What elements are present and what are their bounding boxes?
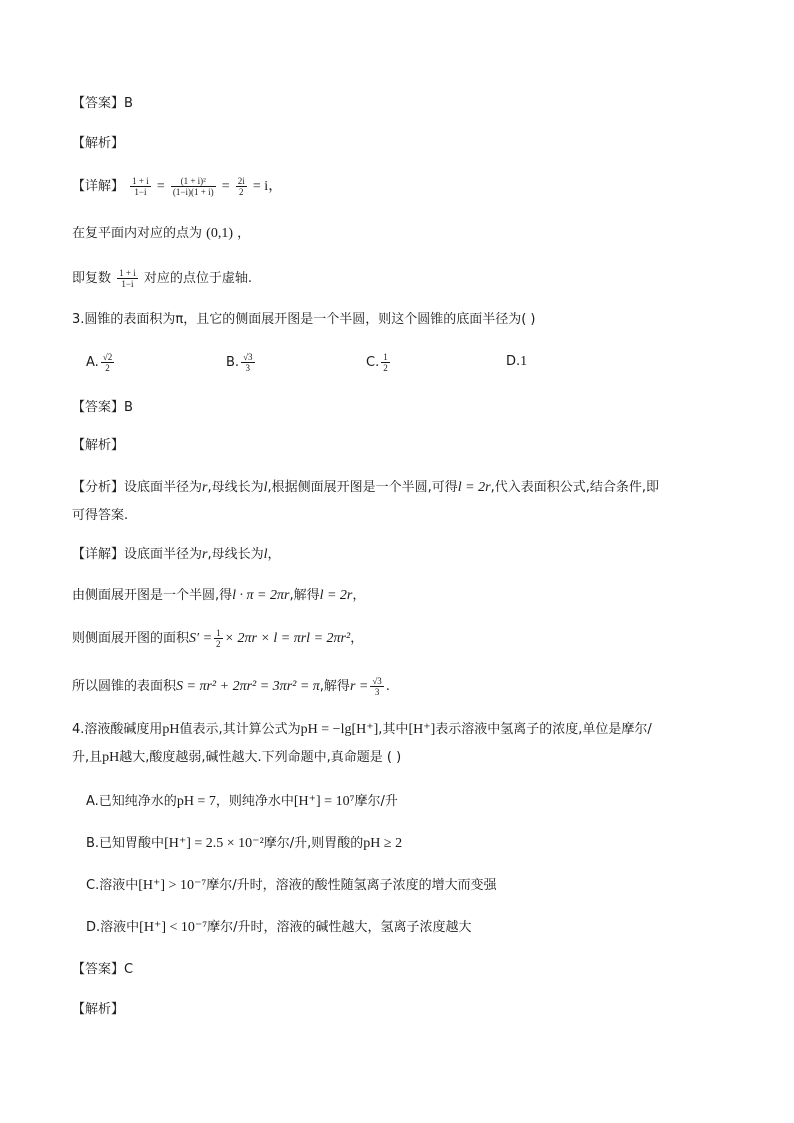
detail-result: = i， [252, 179, 283, 194]
q2-conclusion [72, 268, 252, 289]
q3-step1: 由侧面展开图是一个半圆,得l · π = 2πr,解得l = 2r， [72, 588, 366, 603]
q2-point-line [72, 224, 250, 244]
conclusion-pre: 即复数 [72, 271, 112, 286]
q2-analysis-label: 【解析】 [72, 136, 125, 151]
q4-answer: 【答案】C [72, 962, 134, 977]
conclusion-fraction: $\frac{1 + i}{1-i}$ [119, 268, 136, 289]
point-text: 在复平面内对应的点为 [72, 226, 203, 241]
q3-detail: 【详解】设底面半径为r,母线长为l， [72, 547, 281, 562]
q3-fenxi-line1: 【分析】设底面半径为r,母线长为l,根据侧面展开图是一个半圆,可得l = 2r,代入表面积公式,结合条件,即 [72, 480, 659, 495]
q4-stem-line2: 升,且pH越大,酸度越弱,碱性越大.下列命题中,真命题是 ( ) [72, 750, 402, 765]
q4-option-d[interactable]: D.溶液中[H⁺] < 10⁻⁷摩尔/升时，溶液的碱性越大，氢离子浓度越大 [86, 920, 472, 935]
q3-fenxi-line2: 可得答案. [72, 508, 129, 523]
q3-option-a[interactable]: A. $\frac{√2}{2}$ [86, 352, 113, 373]
q2-answer: 【答案】B [72, 96, 133, 111]
q3-step2: 则侧面展开图的面积S′ = $\frac{1}{2}$ × 2πr × l = πrl = 2πr²， [72, 628, 364, 649]
q3-option-c[interactable]: C. $\frac{1}{2}$ [366, 352, 388, 373]
conclusion-post: 对应的点位于虚轴. [143, 271, 253, 286]
q4-analysis-label: 【解析】 [72, 1002, 125, 1017]
fraction-3: $\frac{2i}{2}$ [237, 176, 245, 197]
q4-stem-line1: 4.溶液酸碱度用pH值表示,其计算公式为pH = −lg[H⁺],其中[H⁺]表示溶液中氢离子的浓度,单位是摩尔/ [72, 722, 652, 737]
equals-sign: = [221, 179, 230, 194]
q3-options [86, 352, 686, 382]
point-coords: (0,1) [206, 226, 233, 241]
q4-option-c[interactable]: C.溶液中[H⁺] > 10⁻⁷摩尔/升时，溶液的酸性随氢离子浓度的增大而变强 [86, 878, 497, 893]
equals-sign: = [156, 179, 165, 194]
q3-step3: 所以圆锥的表面积S = πr² + 2πr² = 3πr² = π,解得r = $\frac{√3}{3}$ . [72, 676, 390, 697]
q3-analysis-label: 【解析】 [72, 438, 125, 453]
q3-answer: 【答案】B [72, 400, 133, 415]
fraction-2: $\frac{\text{(1 + i)²}}{(1-i)(1 + i)}$ [172, 176, 214, 197]
q4-option-a[interactable]: A.已知纯净水的pH = 7，则纯净水中[H⁺] = 10⁷摩尔/升 [86, 794, 398, 809]
punct: ， [237, 226, 251, 241]
q4-option-b[interactable]: B.已知胃酸中[H⁺] = 2.5 × 10⁻²摩尔/升,则胃酸的pH ≥ 2 [86, 836, 403, 851]
q2-detail [72, 176, 282, 197]
q3-option-d[interactable]: D.1 [506, 354, 528, 369]
fraction-1: $\frac{1 + i}{1-i}$ [132, 176, 149, 197]
q3-option-b[interactable]: B. $\frac{√3}{3}$ [226, 352, 253, 373]
detail-label: 【详解】 [72, 179, 125, 194]
q3-stem: 3.圆锥的表面积为π，且它的侧面展开图是一个半圆，则这个圆锥的底面半径为( ) [72, 312, 536, 327]
